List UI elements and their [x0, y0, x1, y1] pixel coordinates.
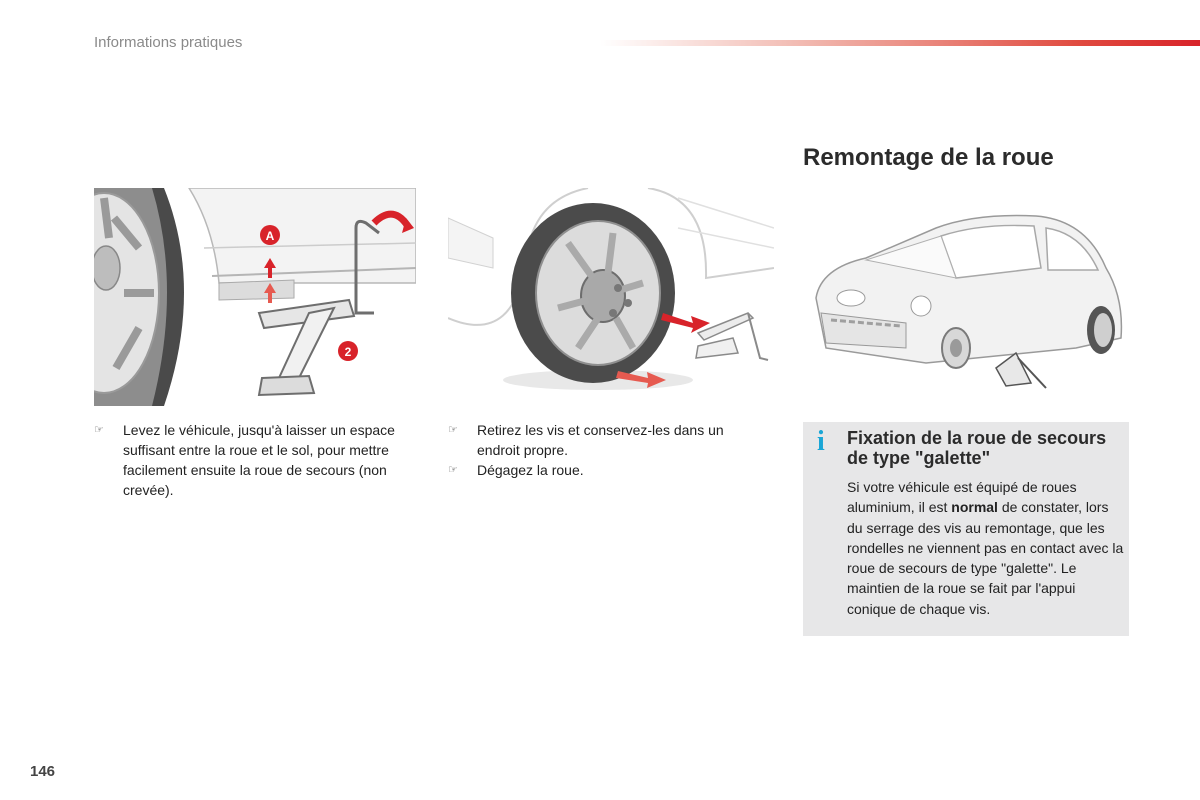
label-2: 2	[344, 345, 352, 359]
step-text: Dégagez la roue.	[477, 462, 584, 478]
list-item	[448, 460, 768, 480]
info-text-start: Si votre véhicule est équipé de roues aluminium, il est	[847, 479, 1077, 516]
hand-pointer-icon: ☞	[94, 424, 104, 436]
info-text	[847, 477, 1125, 619]
label-a: A	[265, 229, 275, 243]
list-item	[448, 420, 768, 460]
list-item	[94, 420, 414, 500]
step-text: Levez le véhicule, jusqu'à laisser un espace suffisant entre la roue et le sol, pour mettre facilement ensuite la roue de secours (non crevée).	[123, 422, 395, 498]
header-accent-bar	[600, 40, 1200, 46]
step-list-middle	[448, 420, 768, 480]
page-number: 146	[30, 763, 56, 780]
info-box	[803, 422, 1129, 636]
info-text-bold: normal	[951, 499, 998, 516]
jack-illustration	[94, 188, 416, 406]
hand-pointer-icon: ☞	[448, 424, 458, 436]
info-icon: i	[817, 426, 825, 457]
raised-car-illustration	[806, 198, 1128, 398]
info-title: Fixation de la roue de secours de type "galette"	[847, 428, 1107, 468]
info-text-end: de constater, lors du serrage des vis au remontage, que les rondelles ne viennent pas en contact avec la roue de secours de type "galette". Le maintien de la roue se fait par l'appui conique de chaque vis.	[847, 499, 1124, 617]
section-title: Remontage de la roue	[803, 144, 1054, 171]
header-title: Informations pratiques	[94, 34, 243, 51]
step-list-left	[94, 420, 414, 500]
hand-pointer-icon: ☞	[448, 464, 458, 476]
wheel-removal-illustration	[448, 188, 774, 393]
step-text: Retirez les vis et conservez-les dans un endroit propre.	[477, 422, 724, 458]
